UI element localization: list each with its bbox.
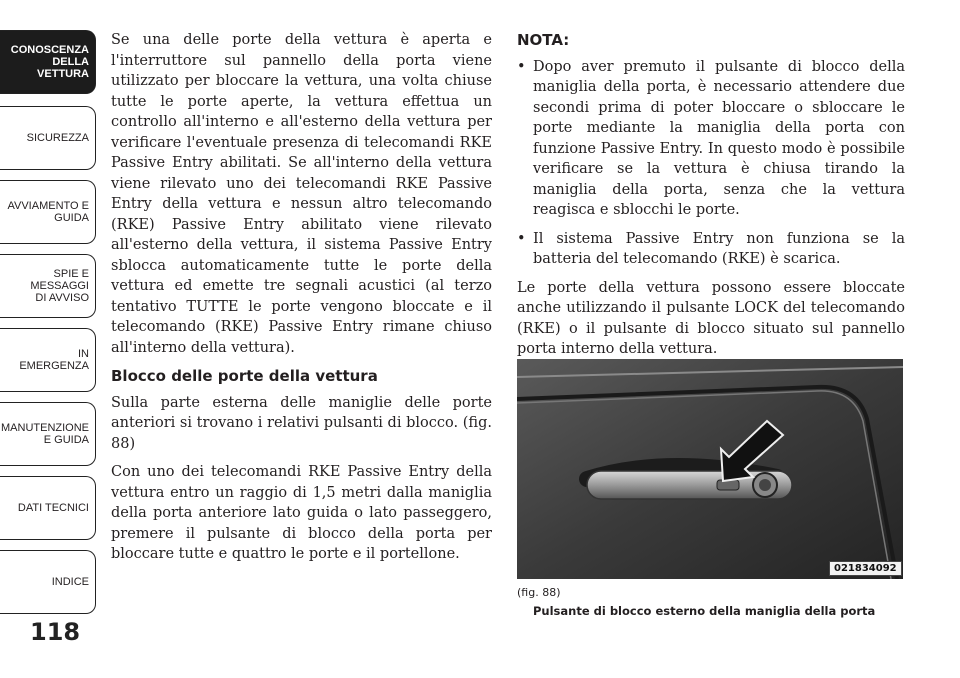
figure-ref: (fig. 88) bbox=[517, 586, 561, 599]
tab-label: MANUTENZIONE E GUIDA bbox=[1, 422, 89, 446]
paragraph: Le porte della vettura possono essere bloccate anche utilizzando il pulsante LOCK del telecomando (RKE) o il pulsante di blocco situato sul pannello porta interno della vettura. bbox=[517, 279, 905, 357]
tab-in-emergenza[interactable] bbox=[0, 328, 96, 392]
right-column bbox=[517, 30, 905, 368]
door-handle-illustration bbox=[517, 359, 903, 579]
tab-manutenzione[interactable] bbox=[0, 402, 96, 466]
tab-dati-tecnici[interactable] bbox=[0, 476, 96, 540]
tab-sicurezza[interactable] bbox=[0, 106, 96, 170]
tab-label: SICUREZZA bbox=[26, 132, 89, 144]
door-handle-figure bbox=[517, 359, 903, 579]
tab-label: IN EMERGENZA bbox=[19, 348, 89, 372]
figure-code: 021834092 bbox=[829, 561, 902, 576]
left-column bbox=[111, 30, 492, 573]
section-heading: Blocco delle porte della vettura bbox=[111, 367, 378, 385]
tab-label: INDICE bbox=[51, 576, 89, 588]
paragraph: Con uno dei telecomandi RKE Passive Entry della vettura entro un raggio di 1,5 metri dalla maniglia della porta anteriore lato guida o lato passeggero, premere il pulsante di blocco della porta per bloccare tutte e quattro le porte e il portellone. bbox=[111, 464, 492, 562]
paragraph: Sulla parte esterna delle maniglie delle porte anteriori si trovano i relativi pulsanti di blocco. (fig. 88) bbox=[111, 394, 492, 452]
section-tabs bbox=[0, 0, 98, 678]
page-number: 118 bbox=[30, 618, 81, 646]
bullet-item: • Dopo aver premuto il pulsante di blocco della maniglia della porta, è necessario attendere due secondi prima di poter bloccare o sbloccare le porte mediante la maniglia della porta con funzione Passive Entry. In questo modo è possibile verificare se la vettura è chiusa tirando la maniglia della porta, senza che la vettura reagisca e sblocchi le porte. bbox=[517, 57, 905, 221]
tab-label: AVVIAMENTO E GUIDA bbox=[7, 200, 89, 224]
note-title: NOTA: bbox=[517, 31, 570, 49]
paragraph: Se una delle porte della vettura è aperta e l'interruttore sul pannello della porta viene utilizzato per bloccare la vettura, una volta chiuse tutte le porte aperte, la vettura effettua un controllo all'interno e all'esterno della vettura per verificare l'eventuale presenza di telecomandi RKE Passive Entry abilitati. Se all'interno della vettura viene rilevato uno dei telecomandi RKE Passive Entry della vettura e nessun altro telecomando (RKE) Passive Entry abilitato viene rilevato all'esterno della vettura, il sistema Passive Entry sblocca automaticamente tutte le porte della vettura ed emette tre segnali acustici (al terzo tentativo TUTTE le porte vengono bloccate e il telecomando (RKE) Passive Entry rimane chiuso all'interno della vettura). bbox=[111, 32, 492, 356]
tab-spie-e-messaggi[interactable] bbox=[0, 254, 96, 318]
bullet-item: • Il sistema Passive Entry non funziona se la batteria del telecomando (RKE) è scarica. bbox=[517, 229, 905, 270]
tab-conoscenza-della-vettura[interactable] bbox=[0, 30, 96, 94]
figure-caption: Pulsante di blocco esterno della maniglia della porta bbox=[533, 604, 876, 618]
tab-label: DATI TECNICI bbox=[17, 502, 89, 514]
tab-label: SPIE E MESSAGGI DI AVVISO bbox=[30, 268, 89, 304]
tab-label: CONOSCENZA DELLA VETTURA bbox=[10, 44, 89, 80]
tab-avviamento-e-guida[interactable] bbox=[0, 180, 96, 244]
tab-indice[interactable] bbox=[0, 550, 96, 614]
